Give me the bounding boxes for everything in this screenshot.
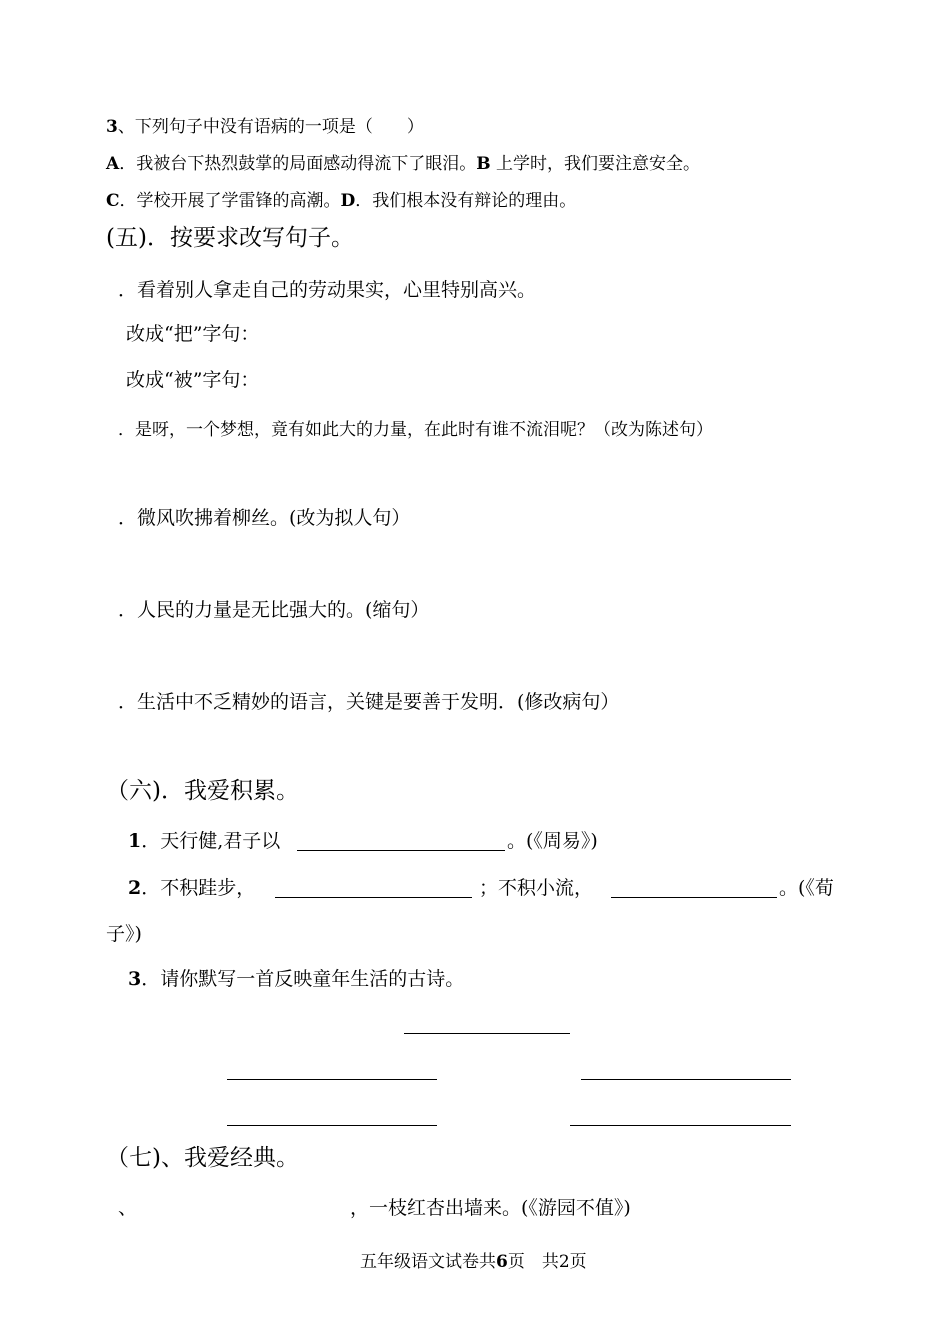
section7-item-text: ，一枝红杏出墙来。(《游园不值》) — [350, 1197, 631, 1219]
section6-q3 — [128, 970, 464, 989]
section5-item1: ．看着别人拿走自己的劳动果实，心里特别高兴。 — [118, 279, 537, 301]
q2-answer-blank-1[interactable] — [275, 897, 472, 898]
poem-line-2-blank[interactable] — [581, 1079, 791, 1080]
poem-line-1-blank[interactable] — [227, 1079, 437, 1080]
q2-source: 。(《荀 — [779, 877, 834, 899]
footer-end: 页 — [569, 1252, 587, 1272]
q3-number: 3 — [106, 117, 118, 137]
q2-answer-blank-2[interactable] — [611, 897, 777, 898]
section5-item3: ．微风吹拂着柳丝。(改为拟人句） — [118, 507, 411, 529]
option-c-text: ．学校开展了学雷锋的高潮。 — [119, 191, 341, 211]
page-footer — [360, 1254, 587, 1271]
option-c-letter: C — [106, 191, 120, 211]
q2-source-cont: 子》) — [106, 923, 142, 945]
section5-item5: ．生活中不乏精妙的语言，关键是要善于发明．(修改病句） — [118, 691, 620, 713]
q1-source: 。(《周易》) — [507, 830, 598, 852]
q1-number: 1 — [128, 830, 142, 852]
q3-poem-number: 3 — [128, 968, 142, 990]
section5-item1-ba: 改成“把”字句： — [126, 323, 260, 345]
q2-number: 2 — [128, 877, 142, 899]
section5-heading: (五)．按要求改写句子。 — [106, 225, 354, 251]
q3-stem — [106, 119, 424, 136]
section7-item-lead: 、 — [118, 1197, 138, 1219]
q3-options-cd — [106, 193, 576, 210]
option-a-text: ．我被台下热烈鼓掌的局面感动得流下了眼泪。 — [119, 154, 477, 174]
q2-mid: ；不积小流， — [479, 877, 594, 899]
poem-line-4-blank[interactable] — [570, 1125, 791, 1126]
footer-page-number: 2 — [558, 1252, 570, 1272]
poem-title-blank[interactable] — [404, 1033, 570, 1034]
section6-heading: （六)．我爱积累。 — [106, 778, 299, 804]
option-b-text: 上学时，我们要注意安全。 — [490, 154, 700, 174]
section5-item1-bei: 改成“被”字句： — [126, 369, 260, 391]
q3-options-ab — [106, 156, 700, 173]
q2-text: ．不积跬步， — [141, 877, 256, 899]
option-d-letter: D — [340, 191, 356, 211]
q3-stem-text: 、下列句子中没有语病的一项是（ ） — [117, 117, 424, 137]
section6-q2 — [128, 879, 255, 898]
poem-line-3-blank[interactable] — [227, 1125, 437, 1126]
footer-mid: 页 共 — [507, 1252, 559, 1272]
q1-answer-blank[interactable] — [297, 850, 505, 851]
option-a-letter: A — [106, 154, 120, 174]
footer-text: 五年级语文试卷共 — [360, 1252, 496, 1272]
option-d-text: ．我们根本没有辩论的理由。 — [355, 191, 577, 211]
q3-poem-text: ．请你默写一首反映童年生活的古诗。 — [141, 968, 465, 990]
footer-total-pages: 6 — [496, 1252, 508, 1272]
option-b-letter: B — [476, 154, 491, 174]
section7-heading: （七)、我爱经典。 — [106, 1145, 299, 1171]
section6-q1 — [128, 832, 280, 851]
section5-item2: ．是呀，一个梦想，竟有如此大的力量，在此时有谁不流泪呢？（改为陈述句） — [118, 420, 713, 440]
section5-item4: ．人民的力量是无比强大的。(缩句） — [118, 599, 430, 621]
q1-text: ．天行健,君子以 — [141, 830, 281, 852]
